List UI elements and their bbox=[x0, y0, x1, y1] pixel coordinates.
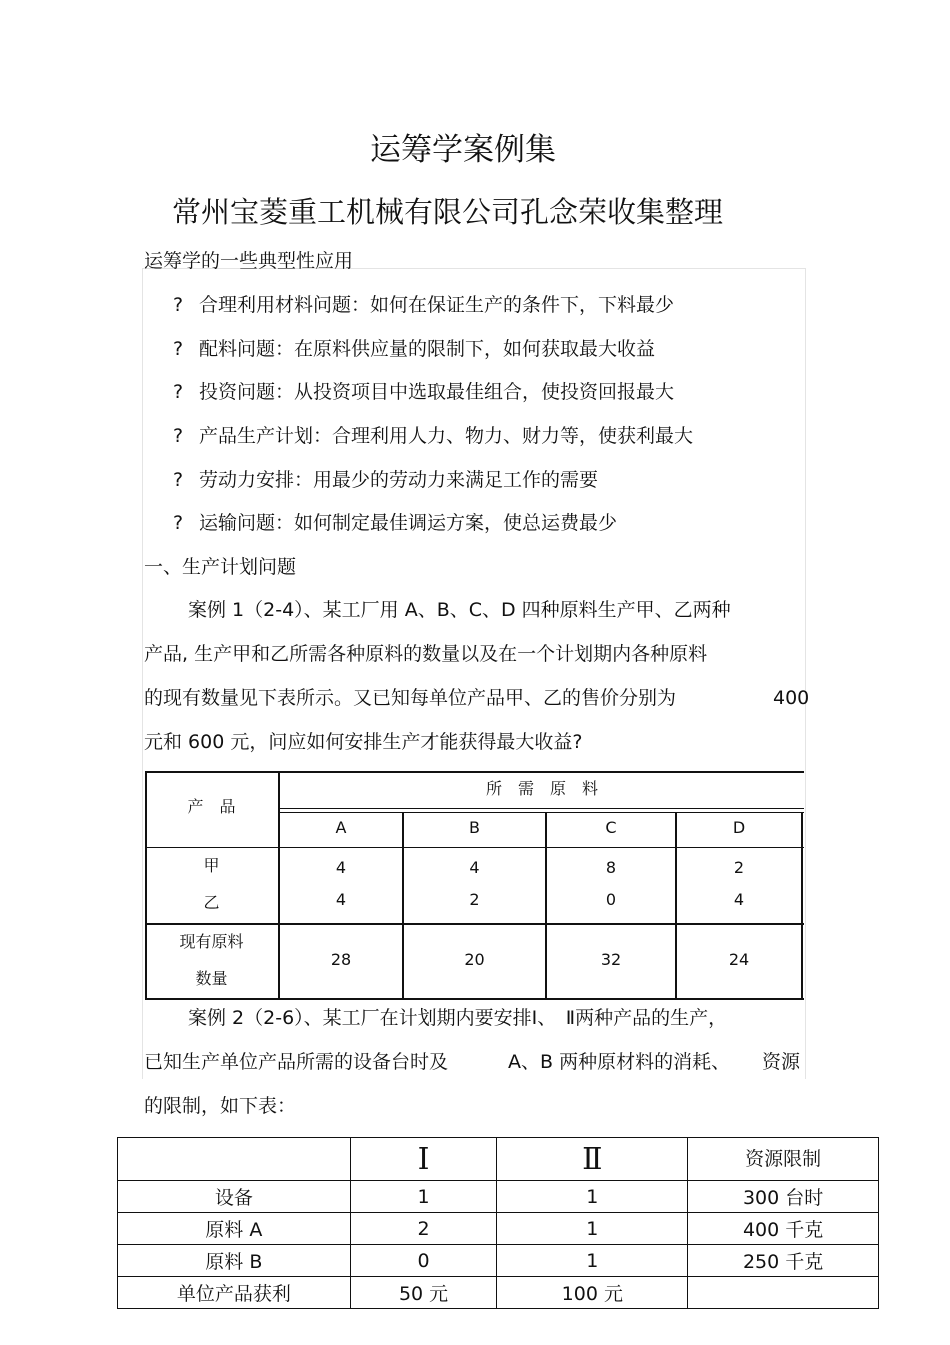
table-cell: 2 bbox=[469, 890, 480, 909]
row-label: 原料 A bbox=[118, 1213, 351, 1245]
row-label: 原料 B bbox=[118, 1245, 351, 1277]
case2-line1: 案例 2（2-6）、某工厂在计划期内要安排Ⅰ、 Ⅱ两种产品的生产， bbox=[188, 1007, 728, 1029]
row-label: 单位产品获利 bbox=[118, 1277, 351, 1309]
bullet-marker: ? bbox=[173, 425, 184, 447]
stock-label: 数量 bbox=[195, 969, 228, 988]
case1-line3-tail: 400 bbox=[773, 687, 810, 709]
table-cell: 32 bbox=[600, 950, 622, 969]
bullet-marker: ? bbox=[173, 512, 184, 534]
table-cell: 1 bbox=[350, 1181, 497, 1213]
table-cell: 4 bbox=[469, 858, 480, 877]
col-header-c: C bbox=[605, 818, 617, 837]
table-cell: 8 bbox=[605, 858, 617, 877]
bullet-item bbox=[173, 471, 598, 490]
table-cell: 4 bbox=[733, 890, 745, 909]
bullet-text: 合理利用材料问题：如何在保证生产的条件下，下料最少 bbox=[199, 294, 675, 316]
table-header-cell bbox=[118, 1138, 351, 1181]
bullet-item bbox=[173, 296, 674, 315]
table-cell: 400 千克 bbox=[688, 1213, 879, 1245]
table-cell: 4 bbox=[335, 890, 347, 909]
bullet-text: 产品生产计划：合理利用人力、物力、财力等，使获利最大 bbox=[199, 425, 694, 447]
row-label-jia: 甲 bbox=[203, 856, 220, 875]
bullet-text: 运输问题：如何制定最佳调运方案，使总运费最少 bbox=[199, 512, 618, 534]
bullet-marker: ? bbox=[173, 381, 184, 403]
material-header: 所 需 原 料 bbox=[485, 779, 598, 798]
row-label: 设备 bbox=[118, 1181, 351, 1213]
bullet-marker: ? bbox=[173, 469, 184, 491]
bullet-item bbox=[173, 383, 674, 402]
table-cell: 0 bbox=[350, 1245, 497, 1277]
row-label-yi: 乙 bbox=[203, 893, 220, 912]
page-subtitle: 常州宝菱重工机械有限公司孔念荣收集整理 bbox=[172, 195, 724, 229]
bullet-marker: ? bbox=[173, 294, 184, 316]
bullet-text: 配料问题：在原料供应量的限制下，如何获取最大收益 bbox=[199, 338, 656, 360]
case2-line2-mid: A、B 两种原材料的消耗、 bbox=[508, 1051, 731, 1073]
intro-heading: 运筹学的一些典型性应用 bbox=[144, 250, 354, 272]
col-header-resource-limit: 资源限制 bbox=[688, 1138, 879, 1181]
table-cell: 0 bbox=[605, 890, 617, 909]
table-cell: 250 千克 bbox=[688, 1245, 879, 1277]
bullet-text: 劳动力安排：用最少的劳动力来满足工作的需要 bbox=[199, 469, 599, 491]
col-header-b: B bbox=[469, 818, 480, 837]
table-cell: 1 bbox=[497, 1245, 688, 1277]
bullet-item bbox=[173, 340, 655, 359]
bullet-item bbox=[173, 514, 617, 533]
table-cell: 24 bbox=[728, 950, 750, 969]
table-cell: 100 元 bbox=[497, 1277, 688, 1309]
bullet-marker: ? bbox=[173, 338, 184, 360]
stock-label: 现有原料 bbox=[179, 932, 244, 951]
case2-line3: 的限制，如下表： bbox=[144, 1095, 297, 1117]
table-cell: 4 bbox=[335, 858, 347, 877]
case1-line1: 案例 1（2-4）、某工厂用 A、B、C、D 四种原料生产甲、乙两种 bbox=[188, 599, 731, 621]
table-cell: 20 bbox=[464, 950, 485, 969]
case1-line3: 的现有数量见下表所示。又已知每单位产品甲、乙的售价分别为 bbox=[144, 687, 677, 709]
bullet-text: 投资问题：从投资项目中选取最佳组合，使投资回报最大 bbox=[199, 381, 675, 403]
case1-line4: 元和 600 元，问应如何安排生产才能获得最大收益? bbox=[144, 731, 583, 753]
col-header-product-2: Ⅱ bbox=[497, 1138, 688, 1181]
col-header-a: A bbox=[335, 818, 347, 837]
table-cell: 50 元 bbox=[350, 1277, 497, 1309]
col-header-product-1: Ⅰ bbox=[350, 1138, 497, 1181]
col-header-d: D bbox=[732, 818, 746, 837]
materials-table bbox=[145, 771, 804, 1000]
table-cell: 300 台时 bbox=[688, 1181, 879, 1213]
table-cell: 2 bbox=[350, 1213, 497, 1245]
resource-table bbox=[117, 1137, 879, 1309]
table-cell: 2 bbox=[733, 858, 745, 877]
product-header: 产 品 bbox=[187, 797, 236, 816]
case2-line2: 已知生产单位产品所需的设备台时及 bbox=[144, 1051, 449, 1073]
table-cell: 1 bbox=[497, 1213, 688, 1245]
table-cell: 28 bbox=[330, 950, 352, 969]
case1-line2: 产品, 生产甲和乙所需各种原料的数量以及在一个计划期内各种原料 bbox=[144, 643, 708, 665]
table-cell bbox=[688, 1277, 879, 1309]
bullet-item bbox=[173, 427, 693, 446]
page-title: 运筹学案例集 bbox=[370, 132, 556, 168]
case2-line2-tail: 资源 bbox=[762, 1051, 801, 1073]
section-heading: 一、生产计划问题 bbox=[144, 556, 297, 578]
table-cell: 1 bbox=[497, 1181, 688, 1213]
